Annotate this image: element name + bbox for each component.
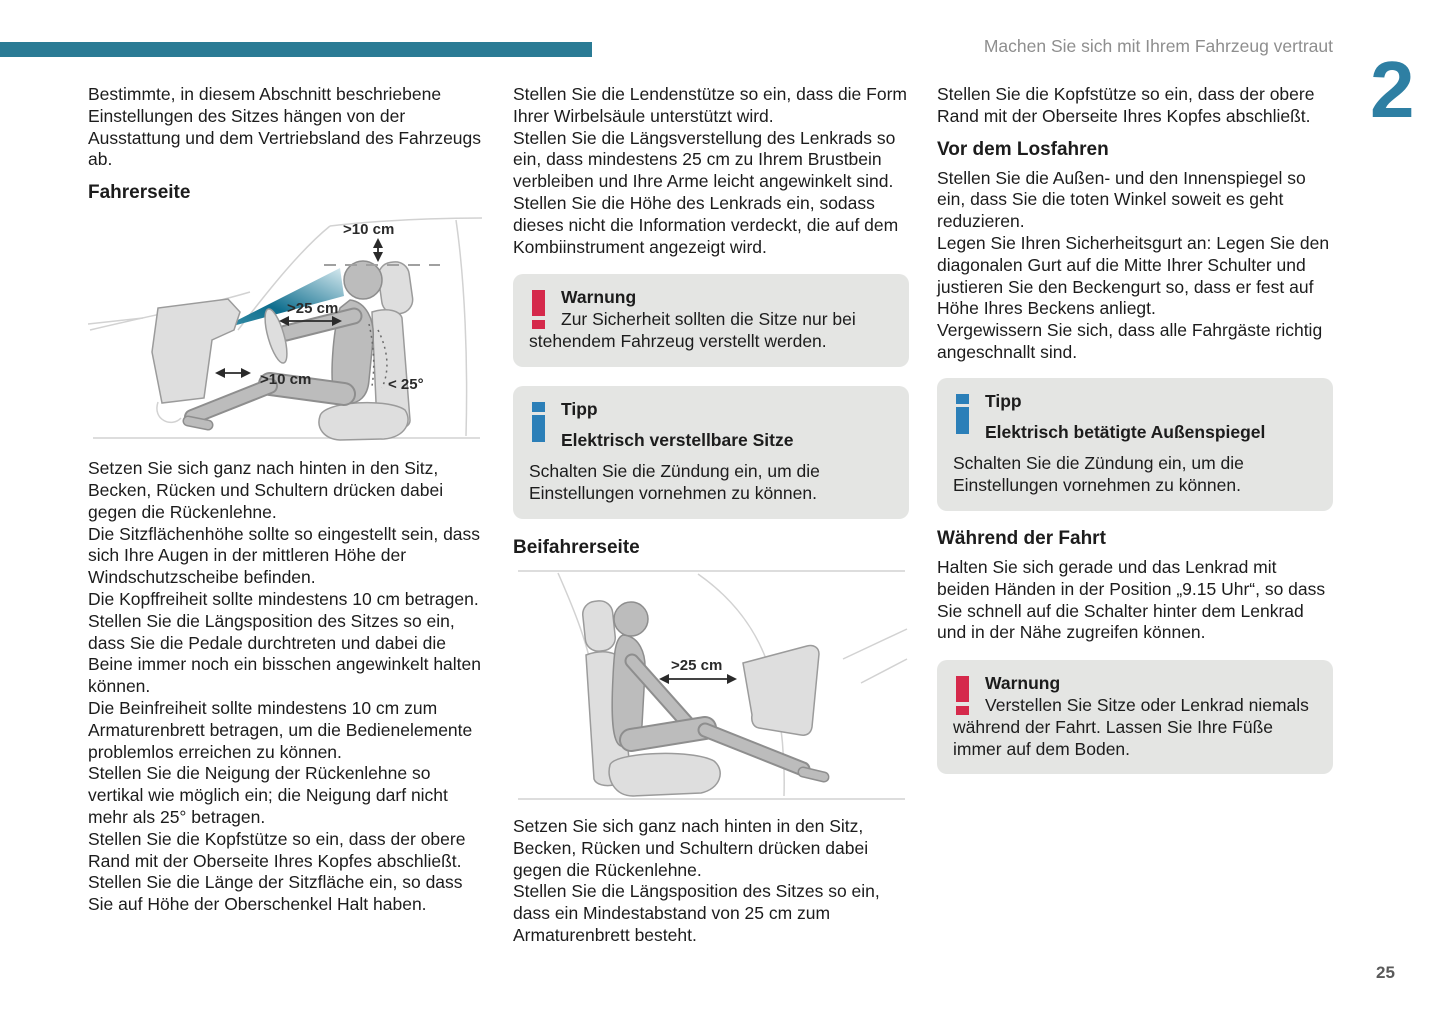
warning-title: Warnung — [985, 673, 1061, 694]
accent-bar — [0, 42, 592, 57]
paragraph: Stellen Sie die Längsposition des Sitzes so ein, dass Sie die Pedale durchtreten und dabei die Beine immer noch ein bisschen angewinkelt halten können. — [88, 610, 482, 697]
paragraph: Die Sitzflächenhöhe sollte so eingestellt sein, dass sich Ihre Augen in der mittleren Höhe der Windschutzscheibe befinden. — [88, 523, 481, 588]
intro-paragraph: Bestimmte, in diesem Abschnitt beschriebene Einstellungen des Sitzes hängen von der Ausstattung und dem Vertriebsland des Fahrzeugs ab. — [88, 84, 482, 170]
column-middle — [513, 84, 909, 947]
section-heading-beifahrerseite: Beifahrerseite — [513, 536, 640, 558]
headrest-shape — [377, 260, 415, 316]
cowl-line — [861, 659, 907, 683]
tip-box — [937, 378, 1333, 511]
column-left — [88, 84, 484, 916]
tip-title: Tipp — [985, 390, 1022, 411]
dimension-label-chest: >25 cm — [671, 656, 723, 674]
tip-box — [513, 386, 909, 519]
paragraph: Vergewissern Sie sich, dass alle Fahrgäste richtig angeschnallt sind. — [937, 320, 1323, 362]
running-header: Machen Sie sich mit Ihrem Fahrzeug vertraut — [983, 36, 1333, 56]
section-heading-fahrerseite: Fahrerseite — [88, 182, 191, 204]
warning-text: Verstellen Sie Sitze oder Lenkrad niemals während der Fahrt. Lassen Sie Ihre Füße immer auf dem Boden. — [953, 694, 1309, 759]
windshield-edge-line — [843, 629, 907, 659]
paragraph: Stellen Sie die Lendenstütze so ein, dass die Form Ihrer Wirbelsäule unterstützt wird. — [513, 84, 907, 126]
paragraph: Stellen Sie die Längsverstellung des Lenkrads so ein, dass mindestens 25 cm zu Ihrem Brustbein verbleiben und Ihre Arme leicht angewinkelt sind. — [513, 127, 896, 192]
warning-icon — [956, 676, 969, 715]
page-number: 25 — [1376, 963, 1395, 982]
tip-text: Schalten Sie die Zündung ein, um die Einstellungen vornehmen zu können. — [529, 461, 820, 504]
chapter-number: 2 — [1370, 45, 1413, 134]
paragraph: Stellen Sie die Kopfstütze so ein, dass der obere Rand mit der Oberseite Ihres Kopfes abschließt. — [88, 828, 466, 871]
front-line — [88, 318, 143, 324]
paragraph: Die Beinfreiheit sollte mindestens 10 cm zum Armaturenbrett betragen, um die Bedienelemente problemlos erreichen zu können. — [88, 697, 473, 762]
pedal-line — [157, 402, 181, 422]
driver-head — [344, 261, 382, 299]
section-heading-vor-dem-losfahren: Vor dem Losfahren — [937, 138, 1109, 160]
paragraph: Stellen Sie die Außen- und den Innenspiegel so ein, dass Sie die toten Winkel soweit es geht reduzieren. — [937, 167, 1306, 232]
tip-subtitle: Elektrisch verstellbare Sitze — [561, 429, 794, 450]
dimension-label-angle: < 25° — [388, 376, 424, 394]
warning-box — [937, 660, 1333, 774]
info-icon — [956, 394, 969, 434]
passenger-thigh — [631, 728, 705, 740]
dimension-label-legroom: >10 cm — [260, 371, 312, 389]
paragraph: Setzen Sie sich ganz nach hinten in den Sitz, Becken, Rücken und Schultern drücken dabei gegen die Rückenlehne. — [513, 815, 869, 880]
passenger-foot — [803, 772, 824, 777]
headrest-shape — [581, 600, 616, 653]
warning-box — [513, 274, 909, 366]
driver-foot — [188, 421, 208, 425]
dimension-label-headroom: >10 cm — [343, 221, 395, 239]
column-right — [937, 84, 1333, 774]
tip-text: Schalten Sie die Zündung ein, um die Einstellungen vornehmen zu können. — [953, 453, 1244, 496]
paragraph: Stellen Sie die Längsposition des Sitzes so ein, dass ein Mindestabstand von 25 cm zum Armaturenbrett besteht. — [513, 881, 880, 945]
driver-seat-illustration — [88, 212, 484, 445]
warning-icon — [532, 290, 545, 329]
passenger-shin — [705, 730, 803, 769]
passenger-seat-illustration — [513, 567, 909, 803]
dimension-label-chest: >25 cm — [287, 300, 339, 318]
paragraph: Stellen Sie die Neigung der Rückenlehne so vertikal wie möglich ein; die Neigung darf nicht mehr als 25° betragen. — [88, 763, 448, 827]
info-icon — [532, 402, 545, 442]
rear-line — [456, 220, 467, 436]
paragraph: Stellen Sie die Länge der Sitzfläche ein, so dass Sie auf Höhe der Oberschenkel Halt haben. — [88, 872, 463, 915]
dashboard-shape — [743, 645, 819, 735]
paragraph: Stellen Sie die Höhe des Lenkrads ein, sodass dieses nicht die Information verdeckt, die auf dem Kombiinstrument angezeigt wird. — [513, 192, 899, 257]
paragraph: Setzen Sie sich ganz nach hinten in den Sitz, Becken, Rücken und Schultern drücken dabei gegen die Rückenlehne. — [88, 458, 444, 522]
section-heading-waehrend-der-fahrt: Während der Fahrt — [937, 527, 1106, 549]
seat-cushion-shape — [609, 753, 720, 796]
tip-subtitle: Elektrisch betätigte Außenspiegel — [985, 421, 1266, 442]
driver-instructions — [88, 458, 484, 916]
paragraph: Die Kopffreiheit sollte mindestens 10 cm betragen. — [88, 588, 479, 609]
passenger-head — [614, 602, 648, 636]
warning-text: Zur Sicherheit sollten die Sitze nur bei stehendem Fahrzeug verstellt werden. — [529, 309, 856, 351]
paragraph: Stellen Sie die Kopfstütze so ein, dass der obere Rand mit der Oberseite Ihres Kopfes abschließt. — [937, 84, 1315, 126]
seat-cushion-shape — [319, 403, 408, 440]
paragraph: Halten Sie sich gerade und das Lenkrad mit beiden Händen in der Position „9.15 Uhr“, so dass Sie schnell auf die Schalter hinter dem Lenkrad und in der Nähe zugreifen können. — [937, 556, 1326, 643]
tip-title: Tipp — [561, 398, 598, 419]
dashboard-shape — [152, 299, 240, 403]
warning-title: Warnung — [561, 287, 637, 308]
passenger-instructions — [513, 816, 909, 947]
paragraph: Legen Sie Ihren Sicherheitsgurt an: Legen Sie den diagonalen Gurt auf die Mitte Ihrer Schulter und justieren Sie den Beckengurt so, dass er fest auf Höhe Ihres Beckens anliegt. — [937, 232, 1330, 319]
